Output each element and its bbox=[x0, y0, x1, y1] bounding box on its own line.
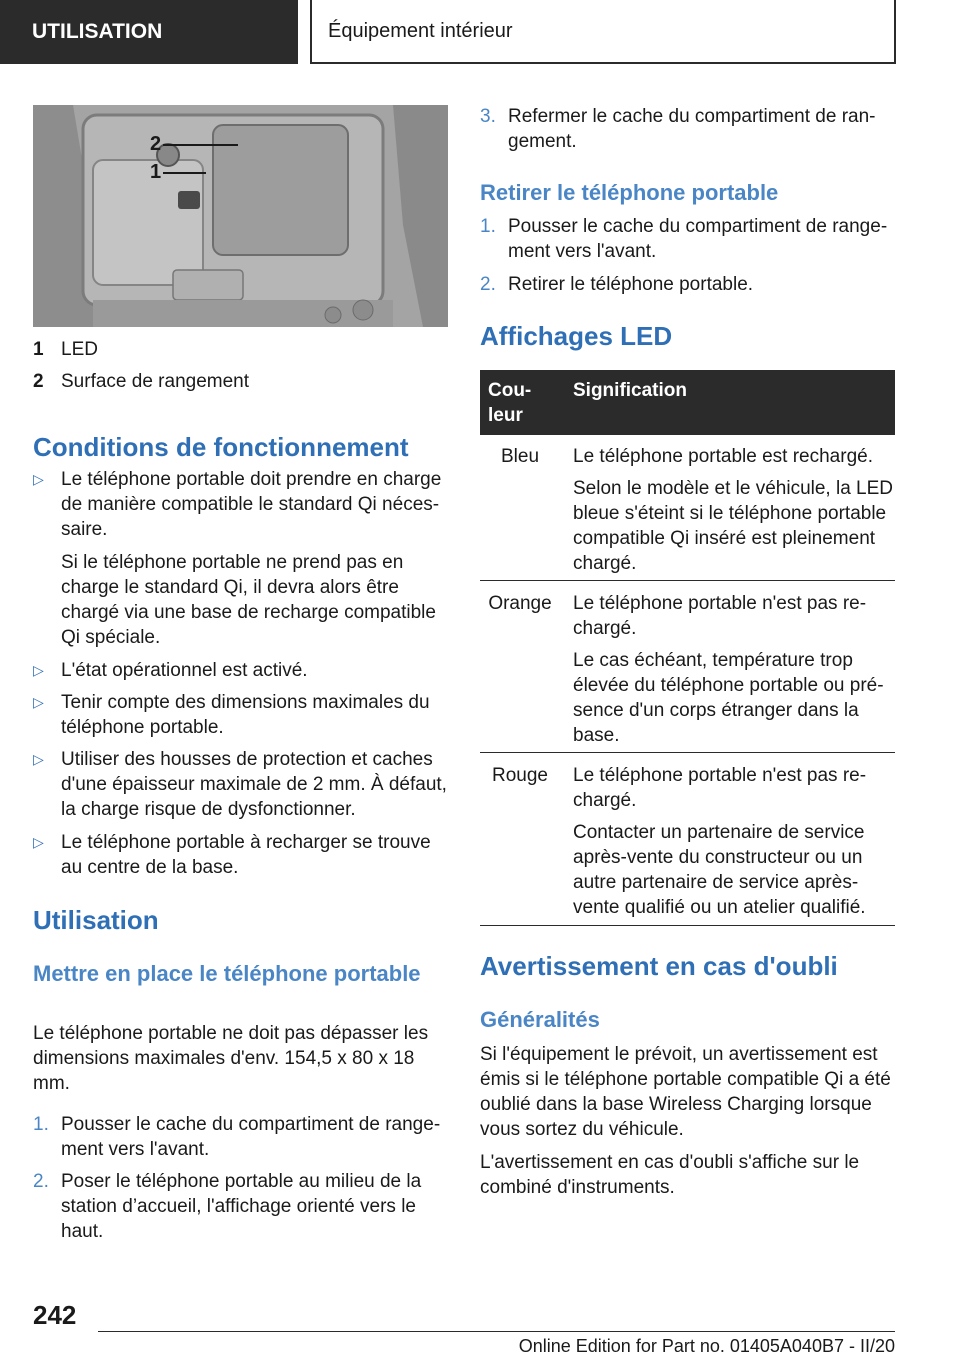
section-heading: Affichages LED bbox=[480, 321, 673, 351]
triangle-bullet-icon: ▷ bbox=[33, 694, 44, 710]
cell-line: Selon le modèle et le véhicule, la LED bleue s'éteint si le téléphone portable compatible Qi inséré est pleinement chargé. bbox=[573, 478, 894, 574]
body-paragraph: Si l'équipement le prévoit, un avertissement est émis si le téléphone portable compatible Qi a été oublié dans la base Wireless Charging lorsque vous sortez du véhicule. bbox=[480, 1044, 891, 1140]
step-number: 1. bbox=[33, 1114, 49, 1135]
edition-note: Online Edition for Part no. 01405A040B7 - II/20 bbox=[518, 1336, 895, 1356]
charging-tray-illustration bbox=[33, 105, 448, 327]
callout-1: 1 bbox=[150, 161, 162, 183]
cell-line: Le cas échéant, température trop élevée du téléphone portable ou pré-sence d'un corps étranger dans la base. bbox=[573, 650, 884, 746]
cell-line: Le téléphone portable est rechargé. bbox=[573, 446, 873, 467]
step-text: Refermer le cache du compartiment de ran-gement. bbox=[508, 106, 876, 152]
callout-2: 2 bbox=[150, 133, 162, 155]
list-item bbox=[33, 658, 448, 683]
note-paragraph bbox=[33, 550, 448, 650]
row-divider bbox=[480, 580, 895, 581]
body-paragraph: L'avertissement en cas d'oubli s'affiche sur le combiné d'instruments. bbox=[480, 1152, 860, 1198]
legend-label: LED bbox=[61, 339, 98, 360]
cell-meaning bbox=[573, 444, 895, 576]
list-item-text: Tenir compte des dimensions maximales du téléphone portable. bbox=[61, 692, 430, 738]
legend-item bbox=[33, 339, 98, 361]
subsection-heading: Mettre en place le téléphone portable bbox=[33, 961, 421, 986]
step-number: 2. bbox=[480, 274, 496, 295]
list-item-text: Le téléphone portable à recharger se trouve au centre de la base. bbox=[61, 832, 431, 878]
triangle-bullet-icon: ▷ bbox=[33, 471, 44, 487]
list-item-text: Le téléphone portable doit prendre en charge de manière compatible le standard Qi néces-saire. bbox=[61, 469, 442, 540]
note-text: Si le téléphone portable ne prend pas en charge le standard Qi, il devra alors être chargé via une base de recharge compatible Qi spéciale. bbox=[61, 552, 436, 648]
legend-label: Surface de rangement bbox=[61, 371, 250, 392]
table-row bbox=[480, 591, 895, 746]
column-header-meaning: Signification bbox=[573, 380, 687, 401]
cell-line: Contacter un partenaire de service après-vente du constructeur ou un autre partenaire de service après-vente qualifié ou un atelier qualifié. bbox=[573, 822, 866, 918]
list-item-text: Utiliser des housses de protection et caches d'une épaisseur maximale de 2 mm. À défaut, la charge risque de dysfonctionner. bbox=[61, 749, 447, 820]
step-text: Pousser le cache du compartiment de range-ment vers l'avant. bbox=[508, 216, 888, 262]
step-number: 3. bbox=[480, 106, 496, 127]
table-row bbox=[480, 444, 895, 574]
cell-meaning bbox=[573, 763, 895, 920]
table-row bbox=[480, 763, 895, 918]
legend-num: 1 bbox=[33, 339, 44, 360]
cell-line: Le téléphone portable n'est pas re-chargé. bbox=[573, 593, 867, 639]
step-item bbox=[33, 1112, 448, 1162]
row-divider bbox=[480, 925, 895, 926]
subsection-heading: Retirer le téléphone portable bbox=[480, 180, 779, 205]
step-item bbox=[480, 214, 895, 264]
list-item-text: L'état opérationnel est activé. bbox=[61, 660, 308, 681]
cell-color: Orange bbox=[488, 593, 552, 614]
chapter-tab bbox=[310, 0, 896, 64]
page-number: 242 bbox=[33, 1300, 77, 1330]
step-number: 1. bbox=[480, 216, 496, 237]
list-item bbox=[33, 467, 448, 543]
step-item bbox=[33, 1169, 448, 1245]
section-heading: Utilisation bbox=[33, 905, 159, 935]
list-item bbox=[33, 747, 448, 823]
section-heading: Avertissement en cas d'oubli bbox=[480, 951, 838, 981]
cell-line: Le téléphone portable n'est pas re-chargé. bbox=[573, 765, 867, 811]
section-title: UTILISATION bbox=[32, 20, 163, 43]
footer-divider bbox=[98, 1331, 895, 1332]
step-item bbox=[480, 272, 895, 297]
table-header bbox=[480, 370, 895, 435]
triangle-bullet-icon: ▷ bbox=[33, 751, 44, 767]
step-number: 2. bbox=[33, 1171, 49, 1192]
cell-meaning bbox=[573, 591, 895, 748]
triangle-bullet-icon: ▷ bbox=[33, 834, 44, 850]
subsection-heading: Généralités bbox=[480, 1007, 600, 1032]
list-item bbox=[33, 690, 448, 740]
step-text: Pousser le cache du compartiment de range-ment vers l'avant. bbox=[61, 1114, 441, 1160]
cell-color: Rouge bbox=[492, 765, 548, 786]
legend-num: 2 bbox=[33, 371, 44, 392]
list-item bbox=[33, 830, 448, 880]
column-header-color: Cou-leur bbox=[488, 380, 532, 426]
cell-color: Bleu bbox=[500, 446, 540, 467]
triangle-bullet-icon: ▷ bbox=[33, 662, 44, 678]
legend-item bbox=[33, 371, 249, 393]
intro-paragraph: Le téléphone portable ne doit pas dépasser les dimensions maximales d'env. 154,5 x 80 x 18 mm. bbox=[33, 1023, 429, 1094]
step-item bbox=[480, 104, 895, 154]
step-text: Retirer le téléphone portable. bbox=[508, 274, 754, 295]
section-heading: Conditions de fonctionnement bbox=[33, 432, 409, 462]
chapter-title: Équipement intérieur bbox=[328, 19, 513, 42]
section-tab bbox=[0, 0, 298, 64]
row-divider bbox=[480, 752, 895, 753]
step-text: Poser le téléphone portable au milieu de la station d’accueil, l'affichage orienté vers le haut. bbox=[61, 1171, 422, 1242]
